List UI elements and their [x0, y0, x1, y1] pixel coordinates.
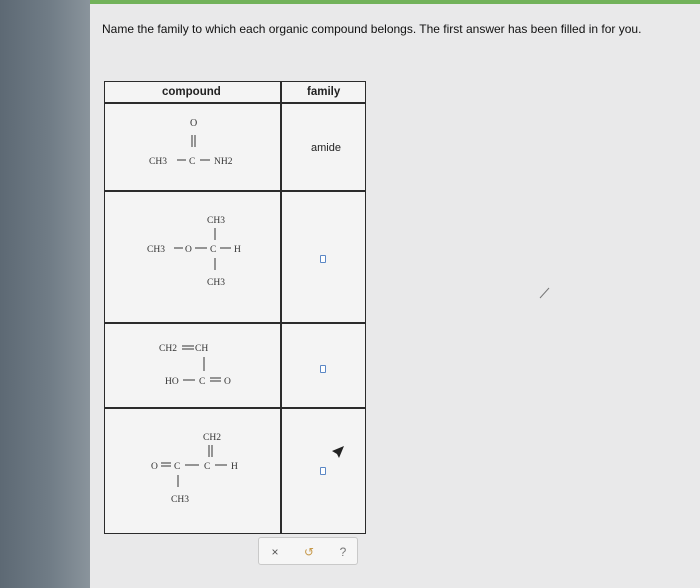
atom-label: C [174, 462, 181, 472]
atom-label: C [204, 462, 211, 472]
progress-top-bar [90, 0, 700, 4]
atom-label: CH3 [171, 495, 189, 505]
compound-family-table [104, 81, 366, 534]
header-family: family [307, 86, 341, 98]
family-input-row-2[interactable] [320, 255, 326, 263]
structure-row-2 [141, 212, 261, 307]
structure-row-4 [147, 427, 257, 517]
undo-button[interactable]: ↺ [303, 545, 315, 559]
table-header-divider [105, 102, 365, 104]
atom-label: C [199, 377, 206, 387]
atom-label: H [231, 462, 238, 472]
table-column-divider [280, 82, 282, 533]
atom-label: C [210, 245, 217, 255]
atom-label: CH3 [149, 157, 167, 167]
atom-label: CH3 [147, 245, 165, 255]
atom-label: CH2 [203, 433, 221, 443]
pen-mark-icon [538, 285, 552, 301]
family-input-row-4[interactable] [320, 467, 326, 475]
atom-label: NH2 [214, 157, 233, 167]
help-button[interactable]: ? [339, 545, 347, 559]
mouse-cursor-icon [328, 445, 346, 463]
table-row-divider [105, 407, 365, 409]
atom-label: CH2 [159, 344, 177, 354]
atom-label: H [234, 245, 241, 255]
header-compound: compound [162, 86, 221, 98]
table-row-divider [105, 322, 365, 324]
family-answer-row-1: amide [311, 142, 341, 154]
atom-label: CH3 [207, 278, 225, 288]
structure-row-1 [145, 112, 255, 182]
atom-label: CH [195, 344, 209, 354]
atom-label: O [190, 118, 198, 129]
question-text: Name the family to which each organic compound belongs. The first answer has been filled in for you. [102, 22, 642, 36]
atom-label: CH3 [207, 216, 225, 226]
atom-label: O [151, 462, 158, 472]
atom-label: C [189, 157, 196, 167]
left-sidebar-strip [0, 0, 90, 588]
structure-row-3 [155, 337, 265, 397]
clear-button[interactable]: × [271, 545, 279, 559]
atom-label: HO [165, 377, 179, 387]
answer-toolbar [258, 537, 358, 565]
family-input-row-3[interactable] [320, 365, 326, 373]
atom-label: O [185, 245, 192, 255]
atom-label: O [224, 377, 231, 387]
table-row-divider [105, 190, 365, 192]
